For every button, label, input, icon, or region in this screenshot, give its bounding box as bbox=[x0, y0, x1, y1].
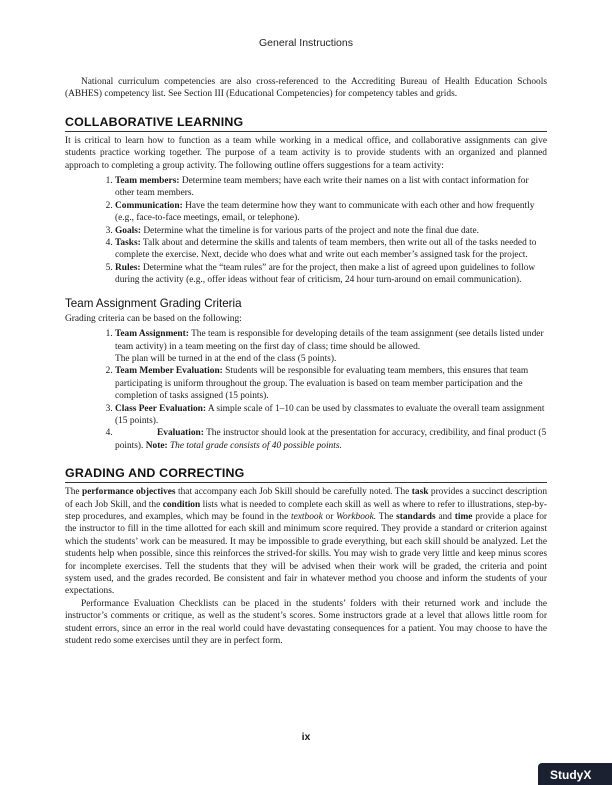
team-activity-list bbox=[65, 175, 547, 287]
list-item bbox=[115, 427, 547, 452]
list-item-term: Team members: bbox=[115, 176, 180, 187]
list-item-text: Determine what the timeline is for various parts of the project and note the final due date. bbox=[143, 225, 479, 236]
grading-criteria-lead: Grading criteria can be based on the following: bbox=[65, 313, 242, 324]
list-item-text: A simple scale of 1–10 can be used by classmates to evaluate the overall team assignment (15 points). bbox=[115, 403, 545, 426]
collaborative-learning-paragraph: It is critical to learn how to function as a team while working in a medical office, and collaborative assignments can give students practice working together. The purpose of a team activity is to provide students with an organized and planned approach to completing a group activity. The following outline offers suggestions for a team activity: bbox=[65, 135, 547, 171]
list-item bbox=[115, 200, 547, 225]
intro-paragraph: National curriculum competencies are also cross-referenced to the Accrediting Bureau of Health Education Schools (ABHES) competency list. See Section III (Educational Competencies) for competency tables and grids. bbox=[65, 77, 547, 100]
list-item bbox=[115, 403, 547, 428]
note-label: Note: bbox=[145, 440, 168, 451]
list-item bbox=[115, 328, 547, 365]
list-item-text: Have the team determine how they want to communicate with each other and how frequently (e.g., face-to-face meetings, email, or telephone). bbox=[115, 200, 535, 224]
page-body bbox=[65, 76, 547, 647]
list-item-term: Communication: bbox=[115, 200, 183, 211]
list-item-term: Goals: bbox=[115, 225, 142, 236]
list-item-text: The team is responsible for developing details of the team assignment (see details listed under team activity) in a team meeting on the first day of class; time should be allowed. bbox=[115, 329, 544, 352]
running-head: General Instructions bbox=[259, 37, 353, 49]
list-item-text: Students will be responsible for evaluating team members, this ensures that team participating is uniform throughout the group. The evaluation is based on team member participation and the completion of tasks assigned (15 points). bbox=[115, 366, 529, 402]
watermark-badge: StudyX bbox=[538, 763, 612, 785]
list-item bbox=[115, 262, 547, 287]
collaborative-learning-heading: COLLABORATIVE LEARNING bbox=[65, 115, 547, 132]
list-item-text: Determine what the “team rules” are for the project, then make a list of agreed upon guidelines to follow during the activity (e.g., offer ideas without fear of criticism, 24 hour turn-around on email communication). bbox=[115, 262, 536, 286]
list-item-term: Evaluation: bbox=[157, 428, 204, 439]
grading-criteria-list bbox=[65, 328, 547, 452]
list-item bbox=[115, 175, 547, 200]
list-item-term: Team Member Evaluation: bbox=[115, 366, 223, 377]
list-item bbox=[115, 225, 547, 237]
grading-criteria-heading: Team Assignment Grading Criteria bbox=[65, 296, 242, 310]
list-item-text: The instructor should look at the presentation for accuracy, credibility, and final product (5 points). bbox=[115, 428, 547, 451]
list-item-extra: The plan will be turned in at the end of the class (5 points). bbox=[115, 353, 337, 364]
list-item-text: Determine team members; have each write their names on a list with contact information for other team members. bbox=[115, 176, 529, 199]
list-item-term: Rules: bbox=[115, 262, 141, 273]
grading-correcting-heading: GRADING AND CORRECTING bbox=[65, 466, 547, 483]
note-text: The total grade consists of 40 possible points. bbox=[169, 440, 342, 451]
list-item-term: Class Peer Evaluation: bbox=[115, 403, 206, 414]
list-item bbox=[115, 237, 547, 262]
grading-paragraph-2: Performance Evaluation Checklists can be placed in the students’ folders with their returned work and include the instructor’s comments or critique, as well as the student’s scores. Some instructors grade at a level that allows little room for student errors, since an error in the real world could have devastating consequences for a patient. You may choose to have the student redo some exercises until they are in perfect form. bbox=[65, 598, 547, 647]
list-item-term: Team Assignment: bbox=[115, 329, 189, 340]
list-item bbox=[115, 365, 547, 402]
page-number: ix bbox=[301, 731, 311, 743]
list-item-text: Talk about and determine the skills and talents of team members, then write out all of the tasks needed to complete the exercise. Next, decide who does what and write out each member’s assigned task for the project. bbox=[115, 238, 537, 261]
list-item-term: Tasks: bbox=[115, 238, 141, 249]
grading-paragraph-1: The performance objectives that accompany each Job Skill should be carefully noted. The task provides a succinct description of each Job Skill, and the condition lists what is needed to complete each skill as well as where to refer to illustrations, step-by-step procedures, and examples, which may be found in the textbook or Workbook. The standards and time provide a place for the instructor to fill in the time allotted for each skill and minimum score required. They provide a standard or criterion against which the students’ work can be measured. It may be impossible to grade everything, but each skill should be analyzed. Let the students help when possible, since this reinforces the strived-for skills. You may wish to grade very little and keep minus scores for incomplete exercises. Tell the students that they will be advised when their work will be graded, the criteria and point system used, and the grades recorded. Be consistent and fair in whatever method you choose and inform the students of your expectations. bbox=[65, 487, 548, 597]
